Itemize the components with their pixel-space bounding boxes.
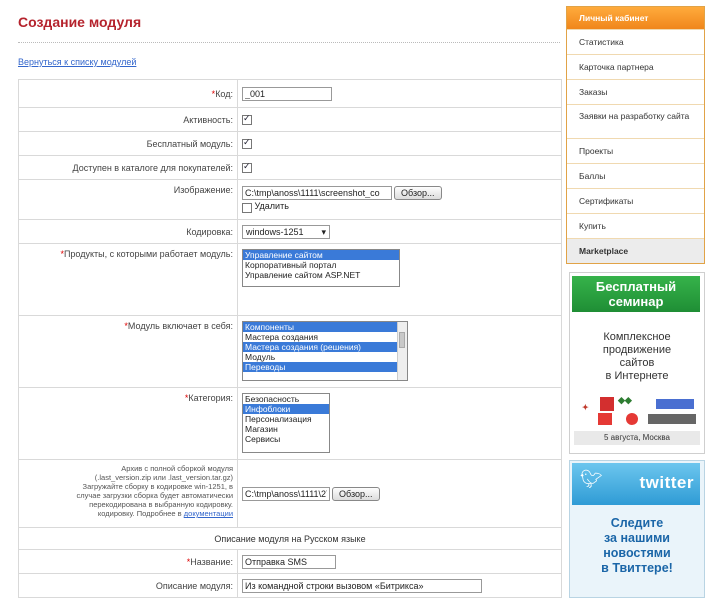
catalog-checkbox[interactable] — [242, 163, 252, 173]
list-item[interactable]: Корпоративный портал — [245, 260, 337, 270]
sidebar-header[interactable]: Личный кабинет — [567, 7, 704, 29]
section-heading: Описание модуля на Русском языке — [19, 528, 562, 550]
free-checkbox[interactable] — [242, 139, 252, 149]
row-encoding: Кодировка: windows-1251 ▾ — [19, 220, 562, 244]
free-label: Бесплатный модуль — [146, 138, 231, 149]
row-includes: *Модуль включает в себя: Компоненты Мастера создания Мастера создания (решения) Модуль Переводы — [19, 316, 562, 388]
listbox-scrollbar[interactable] — [397, 322, 407, 380]
row-active: Активность: ✓ — [19, 108, 562, 132]
sponsor-logos — [578, 397, 700, 427]
twitter-banner-text: Следите за нашими новостями в Твиттере! — [601, 516, 673, 575]
list-item[interactable]: Управление сайтом — [243, 250, 399, 260]
sidebar-item-projects[interactable]: Проекты — [567, 138, 704, 163]
image-delete-checkbox[interactable] — [242, 203, 252, 213]
list-item[interactable]: Переводы — [243, 362, 397, 372]
category-label: Категория — [188, 393, 231, 403]
row-products: *Продукты, с которыми работает модуль: Управление сайтом Корпоративный портал Управление сайтом ASP.NET — [19, 244, 562, 316]
catalog-label: Доступен в каталоге для покупателей — [72, 162, 231, 173]
sidebar-item-partner-card[interactable]: Карточка партнера — [567, 54, 704, 79]
encoding-label: Кодировка — [186, 226, 231, 237]
required-mark: * — [211, 88, 216, 99]
encoding-value: windows-1251 — [246, 226, 304, 237]
row-category: *Категория: Безопасность Инфоблоки Персонализация Магазин Сервисы — [19, 388, 562, 460]
seminar-banner-text: Комплексное продвижение сайтов в Интернете — [602, 331, 672, 382]
page-title: Создание модуля — [18, 14, 142, 30]
name-label: Название — [190, 556, 231, 567]
sponsor-logo-icon — [598, 413, 612, 425]
sponsor-logo-icon: ◆◆ — [618, 395, 632, 405]
main-content — [12, 0, 560, 600]
sponsor-logo-icon — [600, 397, 614, 411]
twitter-banner-header — [572, 463, 700, 505]
image-label: Изображение — [173, 185, 231, 195]
row-image: Изображение: C:\tmp\anoss\1111\screenshot_co Обзор... Удалить — [19, 180, 562, 220]
products-label: Продукты, с которыми работает модуль — [63, 249, 231, 259]
sidebar-item-points[interactable]: Баллы — [567, 163, 704, 188]
image-file-input[interactable] — [242, 186, 392, 200]
sidebar-item-statistics[interactable]: Статистика — [567, 29, 704, 54]
code-input[interactable] — [242, 87, 332, 101]
list-item[interactable]: Инфоблоки — [243, 404, 329, 414]
row-free: Бесплатный модуль: ✓ — [19, 132, 562, 156]
description-label: Описание модуля — [155, 580, 231, 591]
list-item[interactable]: Персонализация — [245, 414, 312, 424]
twitter-logo: twitter — [639, 473, 694, 492]
sidebar-item-certificates[interactable]: Сертификаты — [567, 188, 704, 213]
code-label: Код — [215, 88, 231, 99]
section-heading-row — [19, 528, 562, 550]
title-divider — [18, 42, 560, 43]
includes-label: Модуль включает в себя — [127, 321, 231, 331]
row-code: *Код: _001 — [19, 80, 562, 108]
list-item[interactable]: Управление сайтом ASP.NET — [245, 270, 361, 280]
image-browse-button[interactable]: Обзор... — [394, 186, 442, 200]
active-label: Активность — [183, 114, 231, 125]
seminar-date: 5 августа, Москва — [574, 431, 700, 445]
row-description: Описание модуля: Из командной строки вызовом «Битрикса» — [19, 574, 562, 598]
seminar-banner-title: Бесплатный семинар — [572, 276, 700, 312]
sponsor-logo-icon — [626, 413, 638, 425]
image-delete-label: Удалить — [254, 200, 289, 211]
sidebar-item-requests[interactable]: Заявки на разработку сайта — [567, 104, 704, 138]
chevron-down-icon: ▾ — [321, 226, 327, 237]
list-item[interactable]: Мастера создания — [245, 332, 318, 342]
archive-browse-button[interactable]: Обзор... — [332, 487, 380, 501]
list-item[interactable]: Магазин — [245, 424, 278, 434]
module-form — [18, 79, 562, 598]
sponsor-logo-icon — [648, 414, 696, 424]
list-item[interactable]: Компоненты — [243, 322, 397, 332]
row-catalog: Доступен в каталоге для покупателей: ✓ — [19, 156, 562, 180]
name-input[interactable] — [242, 555, 336, 569]
sidebar-item-marketplace[interactable]: Marketplace — [567, 238, 704, 263]
row-archive — [19, 460, 562, 528]
sidebar-item-buy[interactable]: Купить — [567, 213, 704, 238]
active-checkbox[interactable] — [242, 115, 252, 125]
twitter-banner[interactable] — [569, 460, 705, 598]
back-link[interactable]: Вернуться к списку модулей — [18, 57, 137, 67]
description-input[interactable] — [242, 579, 482, 593]
seminar-banner[interactable] — [569, 272, 705, 454]
sidebar-item-orders[interactable]: Заказы — [567, 79, 704, 104]
sponsor-logo-icon: ✦ — [582, 403, 589, 412]
twitter-bird-icon: 🐦︎ — [580, 469, 603, 489]
account-sidebar — [566, 6, 705, 264]
list-item[interactable]: Мастера создания (решения) — [243, 342, 397, 352]
category-listbox[interactable] — [242, 393, 330, 453]
products-listbox[interactable] — [242, 249, 400, 287]
encoding-select[interactable] — [242, 225, 330, 239]
documentation-link[interactable]: документации — [183, 509, 234, 518]
sponsor-logo-icon — [656, 399, 694, 409]
list-item[interactable]: Сервисы — [245, 434, 281, 444]
includes-listbox[interactable] — [242, 321, 408, 381]
list-item[interactable]: Безопасность — [245, 394, 300, 404]
row-name: *Название: Отправка SMS — [19, 550, 562, 574]
archive-file-input[interactable] — [242, 487, 330, 501]
scrollbar-thumb[interactable] — [399, 332, 405, 348]
list-item[interactable]: Модуль — [245, 352, 276, 362]
archive-label: Архив с полной сборкой модуля (.last_version.zip или .last_version.tar.gz) Загружайте сборку в кодировке win-1251, в случае загрузки сборка будет автоматически перекодирована в выбранную кодировку. кодировку. Подробнее в документации — [76, 464, 234, 518]
